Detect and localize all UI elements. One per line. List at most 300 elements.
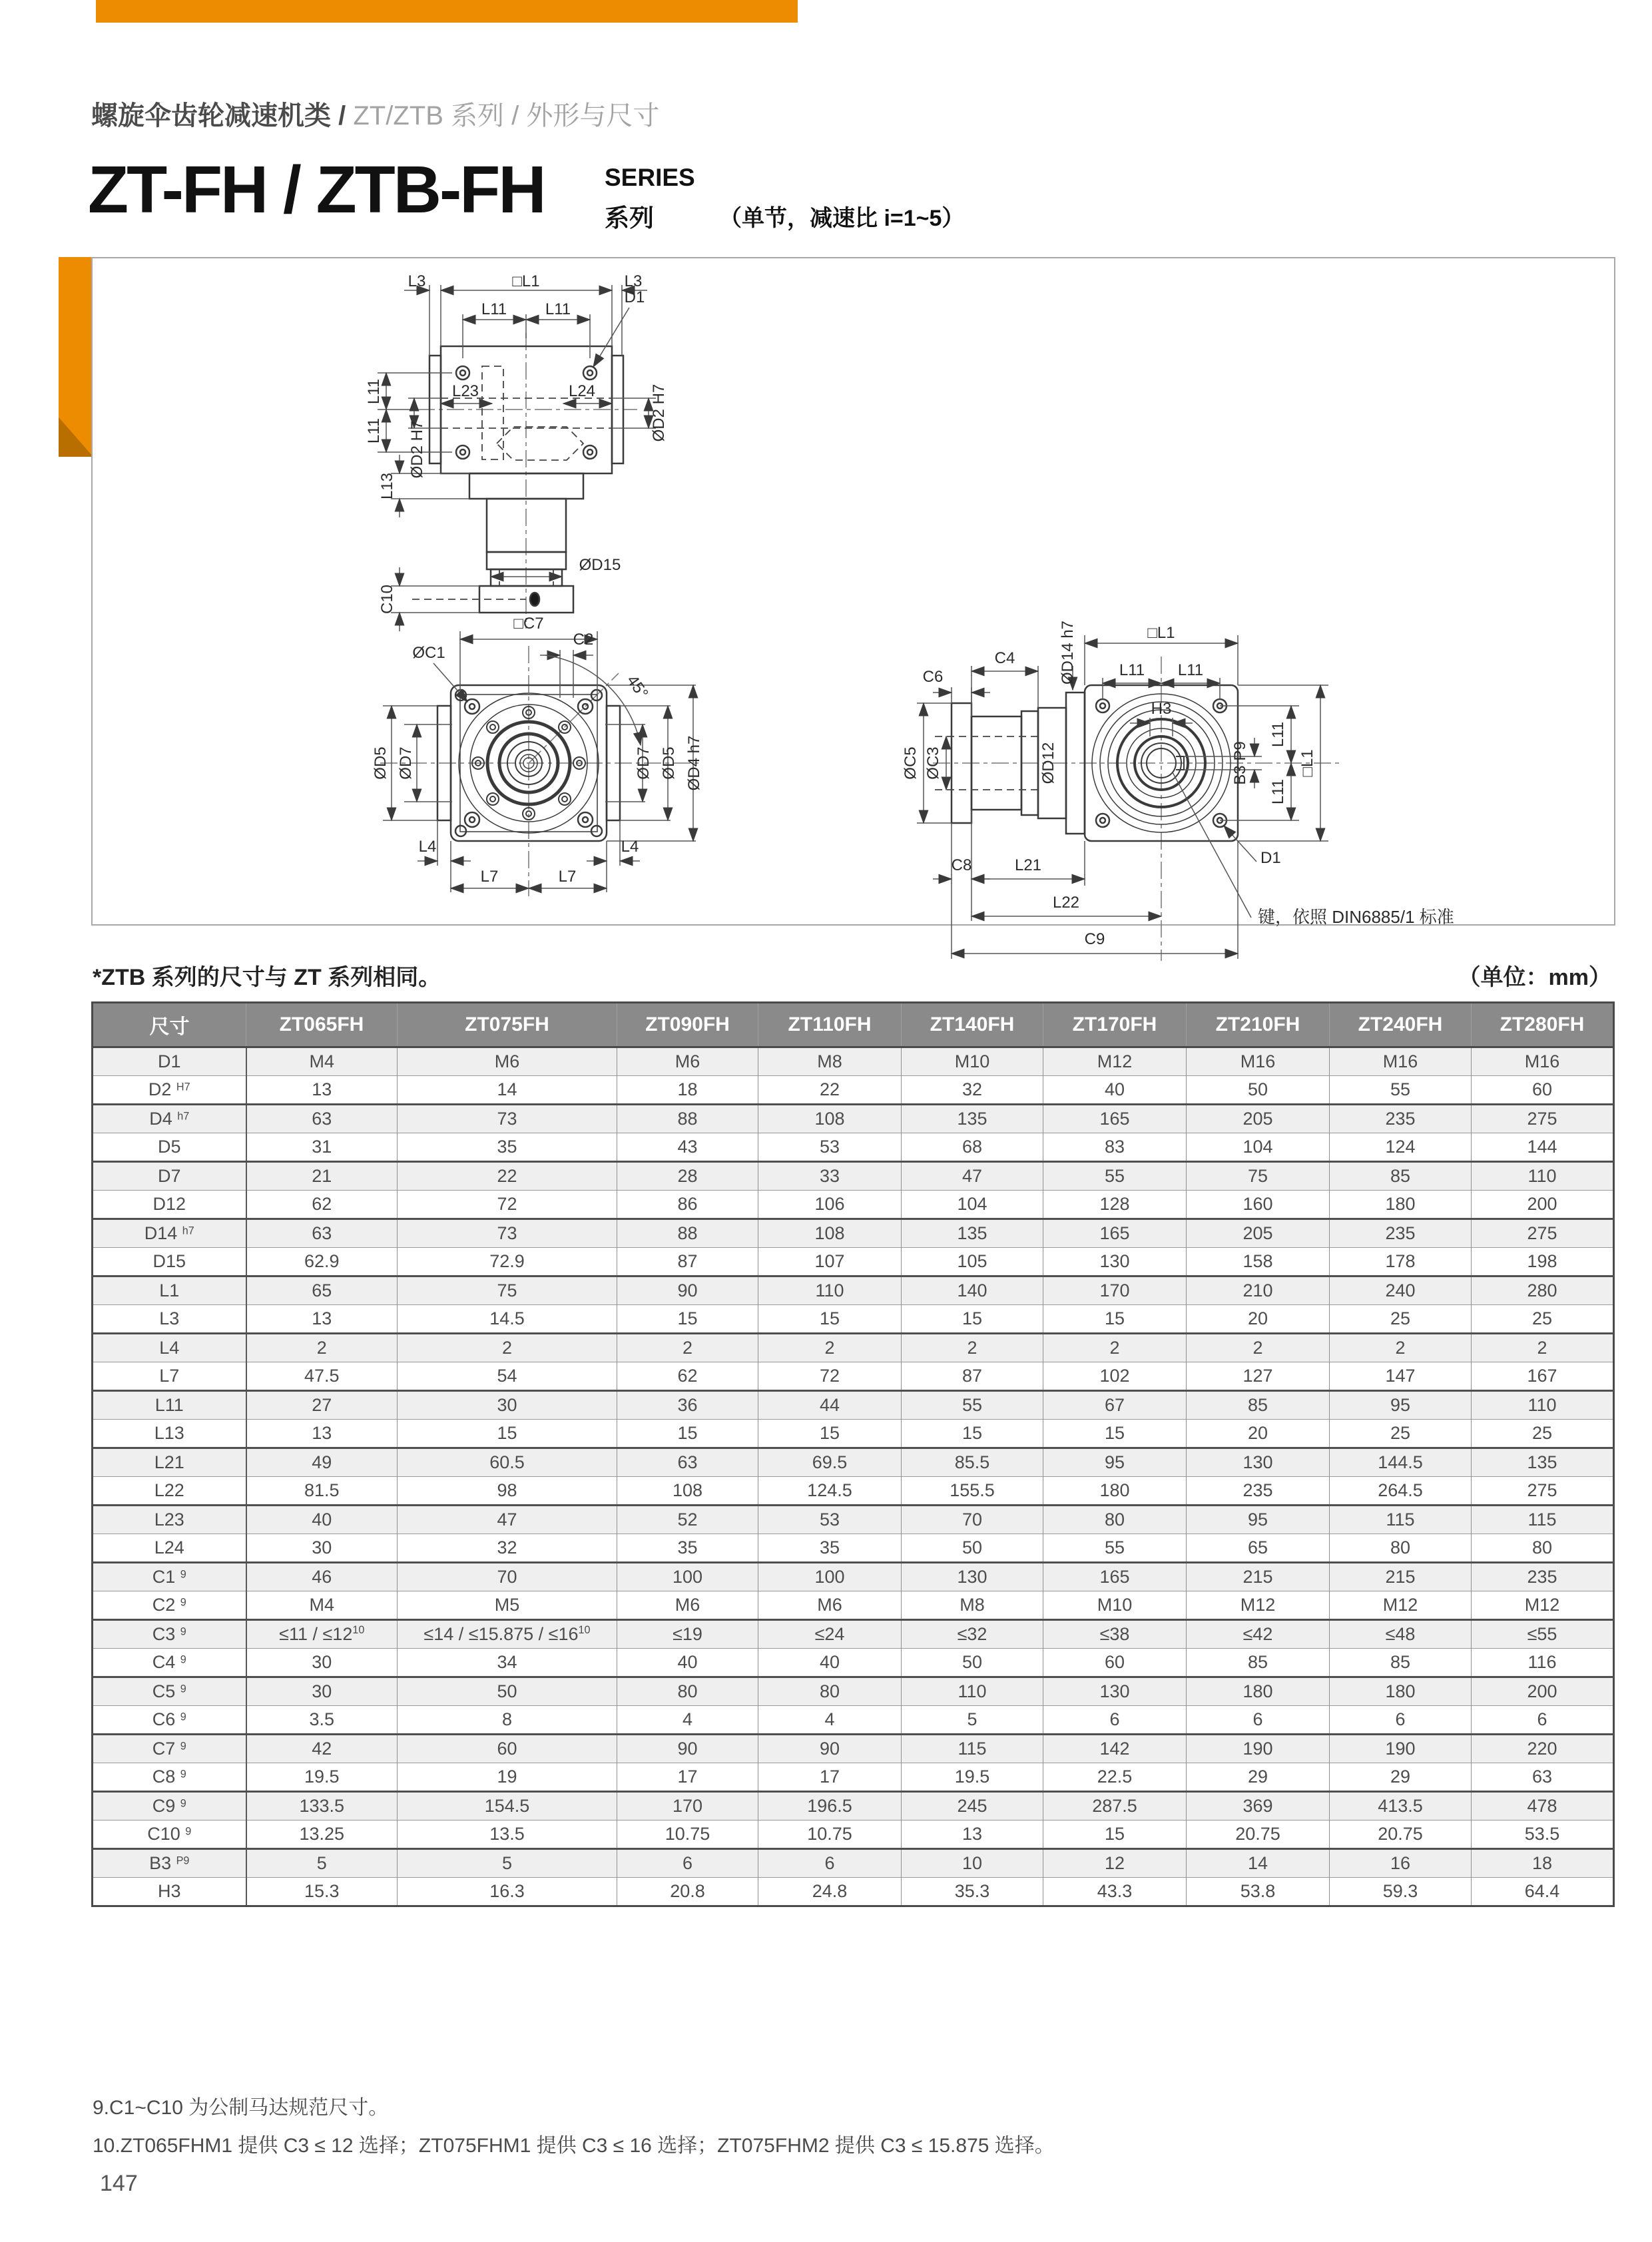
dimension-value-cell: 130 [902,1563,1043,1591]
dimension-label: L3 [408,272,426,290]
dimension-value-cell: 80 [1330,1534,1472,1563]
dimension-name-cell: L1 [159,1280,180,1300]
centerlines [380,333,1343,961]
dimension-value-cell: 10.75 [617,1821,758,1849]
dimension-value-cell: 155.5 [902,1477,1043,1506]
dimension-name-cell: H3 [157,1881,181,1901]
dimension-value-cell: 42 [246,1735,398,1763]
dimension-value-cell: 14 [398,1076,617,1105]
dimension-value-cell: 6 [1330,1706,1472,1735]
dimension-value-cell: 170 [617,1792,758,1821]
dimension-label: L24 [568,382,596,400]
dimension-value-cell: 35 [617,1534,758,1563]
dimension-value-cell: 2 [1472,1334,1614,1362]
dimension-label: L7 [558,868,577,886]
dimension-value-cell: 46 [246,1563,398,1591]
dimension-value-cell: 52 [617,1506,758,1534]
dimension-value-cell: M8 [758,1047,902,1076]
dimension-label: ØD4 h7 [685,735,703,791]
dimension-value-cell: 2 [246,1334,398,1362]
dimension-value-cell: 13.25 [246,1821,398,1849]
dimension-value-cell: 196.5 [758,1792,902,1821]
dimension-value-cell: 30 [246,1649,398,1677]
dimension-value-cell: 62.9 [246,1248,398,1276]
dimension-value-cell: 133.5 [246,1792,398,1821]
dimension-value-cell: 205 [1187,1105,1330,1133]
dimension-label: C4 [994,649,1015,667]
dimension-value-cell: 107 [758,1248,902,1276]
dimension-drawings [93,258,1614,948]
dimension-value-cell: 6 [758,1849,902,1878]
dimension-value-cell: 2 [1187,1334,1330,1362]
dimension-value-cell: 4 [617,1706,758,1735]
dimension-value-cell: ≤38 [1043,1620,1187,1649]
dimension-value-cell: 178 [1330,1248,1472,1276]
dimension-value-cell: 13 [246,1420,398,1448]
dimension-value-cell: 100 [758,1563,902,1591]
dimension-value-cell: M6 [617,1591,758,1620]
dimension-value-cell: 72 [398,1191,617,1219]
dimension-value-cell: 35 [758,1534,902,1563]
dimension-value-cell: 105 [902,1248,1043,1276]
dimension-value-cell: 62 [617,1362,758,1391]
dimension-value-cell: M16 [1472,1047,1614,1076]
dimension-label: ØD2 H7 [408,420,426,479]
dimension-name-cell: C6 $^9$ [152,1709,186,1729]
dimension-value-cell: 40 [758,1649,902,1677]
table-row [93,1420,1614,1448]
dimension-value-cell: 200 [1472,1191,1614,1219]
table-row [93,1677,1614,1706]
dimension-name-cell: L3 [159,1308,180,1328]
top-accent-bar [96,0,798,23]
dimension-value-cell: 110 [902,1677,1043,1706]
dimension-name-cell: D1 [157,1051,181,1071]
dimension-value-cell: 110 [758,1276,902,1305]
dimension-value-cell: 16.3 [398,1878,617,1906]
breadcrumb-section: ZT/ZTB 系列 / 外形与尺寸 [346,101,660,131]
dimension-value-cell: 43.3 [1043,1878,1187,1906]
dimension-value-cell: 165 [1043,1563,1187,1591]
dimension-name-cell: L22 [154,1480,184,1500]
dimension-value-cell: 50 [902,1649,1043,1677]
dimension-value-cell: 165 [1043,1219,1187,1248]
dimension-name-cell: C1 $^9$ [152,1567,186,1587]
dimension-value-cell: 25 [1472,1305,1614,1334]
dimension-value-cell: 108 [758,1219,902,1248]
dimension-value-cell: 235 [1472,1563,1614,1591]
table-column-header: ZT065FH [246,1003,398,1047]
page-title: ZT-FH / ZTB-FH [88,152,545,227]
dimension-value-cell: 72.9 [398,1248,617,1276]
dimension-value-cell: M12 [1187,1591,1330,1620]
dimension-name-cell: C8 $^9$ [152,1767,186,1787]
dimension-value-cell: 87 [902,1362,1043,1391]
dimension-value-cell: 142 [1043,1735,1187,1763]
dimension-value-cell: 85 [1187,1649,1330,1677]
breadcrumb-category: 螺旋伞齿轮减速机类 / [91,101,346,131]
dimension-value-cell: 10.75 [758,1821,902,1849]
dimension-value-cell: 25 [1330,1420,1472,1448]
dimension-value-cell: 130 [1043,1248,1187,1276]
table-column-header: ZT140FH [902,1003,1043,1047]
dimension-name-cell: L24 [154,1538,184,1557]
dimension-value-cell: 108 [617,1477,758,1506]
dimension-label: ØD2 H7 [650,384,668,442]
dimension-value-cell: 50 [902,1534,1043,1563]
dimension-name-cell: L23 [154,1510,184,1530]
dimension-label: L22 [1052,894,1080,912]
dimension-value-cell: 15 [617,1305,758,1334]
dimension-value-cell: 275 [1472,1105,1614,1133]
dimension-value-cell: 40 [617,1649,758,1677]
dimension-label: L21 [1014,856,1042,874]
dimension-value-cell: 6 [617,1849,758,1878]
dimension-value-cell: 2 [902,1334,1043,1362]
table-row [93,1105,1614,1133]
dimension-value-cell: 85.5 [902,1448,1043,1477]
dimension-label: L3 [624,272,643,290]
dimension-label: L11 [481,300,507,318]
dimension-value-cell: M4 [246,1047,398,1076]
dimension-value-cell: 198 [1472,1248,1614,1276]
table-row [93,1076,1614,1105]
dimension-value-cell: 10 [902,1849,1043,1878]
table-row [93,1334,1614,1362]
dimension-label: D1 [624,288,645,306]
dimension-value-cell: 35 [398,1133,617,1162]
dimension-value-cell: 170 [1043,1276,1187,1305]
dimension-value-cell: 275 [1472,1219,1614,1248]
dimension-value-cell: 167 [1472,1362,1614,1391]
dimension-value-cell: 40 [1043,1076,1187,1105]
dimension-value-cell: 5 [398,1849,617,1878]
dimension-value-cell: 32 [902,1076,1043,1105]
dimension-value-cell: 88 [617,1105,758,1133]
dimension-value-cell: 15 [902,1420,1043,1448]
dimension-name-cell: C3 $^9$ [152,1624,186,1644]
dimension-name-cell: L11 [154,1395,184,1415]
page-number: 147 [100,2171,138,2196]
dimension-label: L11 [365,378,383,405]
dimension-value-cell: 140 [902,1276,1043,1305]
dimension-value-cell: 68 [902,1133,1043,1162]
dimension-value-cell: 104 [902,1191,1043,1219]
table-row [93,1849,1614,1878]
dimension-value-cell: 2 [617,1334,758,1362]
dimension-value-cell: 40 [246,1506,398,1534]
dimension-value-cell: 47 [902,1162,1043,1191]
dimension-label: L7 [480,868,499,886]
dimension-value-cell: 30 [398,1391,617,1420]
dimension-value-cell: 13 [246,1305,398,1334]
dimension-value-cell: 50 [398,1677,617,1706]
dimension-name-cell: L4 [159,1338,180,1358]
dimension-value-cell: 240 [1330,1276,1472,1305]
dimension-value-cell: 15 [758,1305,902,1334]
table-row [93,1162,1614,1191]
dimension-value-cell: M4 [246,1591,398,1620]
dimension-value-cell: 115 [902,1735,1043,1763]
dimension-value-cell: 63 [246,1105,398,1133]
dimension-value-cell: 29 [1330,1763,1472,1792]
dimension-value-cell: 90 [617,1735,758,1763]
dimension-value-cell: 235 [1187,1477,1330,1506]
table-column-header: ZT170FH [1043,1003,1187,1047]
table-row [93,1534,1614,1563]
dimension-value-cell: 15 [758,1420,902,1448]
dimension-value-cell: 130 [1043,1677,1187,1706]
dimension-value-cell: 22 [398,1162,617,1191]
dimension-value-cell: M6 [758,1591,902,1620]
table-column-header: ZT075FH [398,1003,617,1047]
dimension-value-cell: M12 [1043,1047,1187,1076]
dimension-value-cell: ≤24 [758,1620,902,1649]
dimension-value-cell: 63 [617,1448,758,1477]
table-header-row [93,1003,1614,1047]
dimension-name-cell: C10 $^9$ [147,1824,192,1844]
dimension-value-cell: 75 [1187,1162,1330,1191]
dimension-value-cell: 17 [758,1763,902,1792]
dimension-value-cell: 67 [1043,1391,1187,1420]
breadcrumb [91,95,659,133]
dimension-value-cell: 190 [1187,1735,1330,1763]
dimension-label: L11 [365,418,383,444]
dimension-name-cell: C5 $^9$ [152,1681,186,1701]
table-row [93,1448,1614,1477]
dimension-value-cell: 30 [246,1677,398,1706]
dimension-value-cell: 5 [246,1849,398,1878]
table-row [93,1563,1614,1591]
dimension-value-cell: M12 [1330,1591,1472,1620]
dimension-label: L11 [1269,778,1287,805]
series-label-en: SERIES [605,164,695,191]
dimension-value-cell: 32 [398,1534,617,1563]
dimension-value-cell: 180 [1330,1677,1472,1706]
dimension-value-cell: ≤55 [1472,1620,1614,1649]
dimension-value-cell: 60.5 [398,1448,617,1477]
table-row [93,1735,1614,1763]
dimension-label: ØD5 [660,746,678,780]
dimension-value-cell: 19.5 [246,1763,398,1792]
dimension-value-cell: 20.8 [617,1878,758,1906]
table-row [93,1506,1614,1534]
technical-drawing-panel [91,257,1615,948]
dimension-value-cell: 106 [758,1191,902,1219]
dimension-value-cell: 19.5 [902,1763,1043,1792]
table-row [93,1649,1614,1677]
dimension-value-cell: 15 [1043,1821,1187,1849]
dimension-value-cell: 144 [1472,1133,1614,1162]
dimension-label: D1 [1260,849,1281,867]
dimension-value-cell: 205 [1187,1219,1330,1248]
dimension-value-cell: 2 [1330,1334,1472,1362]
dimension-label: L11 [545,300,571,318]
dimension-label: L11 [1177,661,1204,679]
dimension-label: ØD7 [635,746,653,780]
table-row [93,1391,1614,1420]
dimension-value-cell: ≤48 [1330,1620,1472,1649]
footnote-9: 9.C1~C10 为公制马达规范尺寸。 [93,2097,389,2119]
dimension-value-cell: 47.5 [246,1362,398,1391]
dimension-label: □L1 [512,272,540,290]
dimension-value-cell: 115 [1330,1506,1472,1534]
dimension-value-cell: 98 [398,1477,617,1506]
dimension-value-cell: 55 [1043,1162,1187,1191]
dimension-value-cell: 8 [398,1706,617,1735]
dimension-value-cell: 85 [1187,1391,1330,1420]
dimension-value-cell: 154.5 [398,1792,617,1821]
dimension-value-cell: 215 [1187,1563,1330,1591]
dimension-label: L11 [1269,721,1287,748]
dimension-value-cell: 130 [1187,1448,1330,1477]
dimension-value-cell: $\le 11 / \le 12^{10}$ [246,1620,398,1649]
dimension-value-cell: 280 [1472,1276,1614,1305]
dimension-label: L4 [418,838,437,856]
dimension-value-cell: 369 [1187,1792,1330,1821]
dimension-name-cell: L21 [154,1452,184,1472]
dimension-value-cell: 180 [1330,1191,1472,1219]
table-row [93,1878,1614,1906]
table-column-header: ZT240FH [1330,1003,1472,1047]
dimension-label: C8 [951,856,972,874]
dimension-value-cell: 69.5 [758,1448,902,1477]
dimension-table [91,1001,1615,1907]
dimension-value-cell: 21 [246,1162,398,1191]
dimension-value-cell: 15 [398,1420,617,1448]
dimension-value-cell: 100 [617,1563,758,1591]
dimension-value-cell: 14.5 [398,1305,617,1334]
dimension-label: ØD14 h7 [1059,620,1077,685]
dimension-value-cell: 190 [1330,1735,1472,1763]
dimension-value-cell: 27 [246,1391,398,1420]
dimension-value-cell: 80 [1472,1534,1614,1563]
dimension-value-cell: 5 [902,1706,1043,1735]
dimension-name-cell: C2 $^9$ [152,1595,186,1615]
table-row [93,1763,1614,1792]
dimension-value-cell: 158 [1187,1248,1330,1276]
dimension-label: 键，依照 DIN6885/1 标准 [1258,907,1454,927]
dimension-value-cell: 73 [398,1219,617,1248]
dimension-value-cell: 235 [1330,1219,1472,1248]
table-row [93,1792,1614,1821]
dimension-name-cell: C7 $^9$ [152,1739,186,1759]
table-row [93,1219,1614,1248]
dimension-value-cell: 18 [1472,1849,1614,1878]
dimension-value-cell: 53.8 [1187,1878,1330,1906]
dimension-value-cell: 478 [1472,1792,1614,1821]
dimension-value-cell: M8 [902,1591,1043,1620]
dimension-value-cell: 70 [398,1563,617,1591]
dimension-value-cell: 180 [1187,1677,1330,1706]
dimension-value-cell: 124.5 [758,1477,902,1506]
dimension-value-cell: 81.5 [246,1477,398,1506]
dimension-value-cell: 18 [617,1076,758,1105]
dimension-value-cell: 13 [246,1076,398,1105]
dimension-value-cell: 65 [246,1276,398,1305]
dimension-value-cell: 104 [1187,1133,1330,1162]
table-row [93,1191,1614,1219]
dimension-label: B3 P9 [1231,741,1249,785]
dimension-label: ØD12 [1039,742,1057,784]
dimension-value-cell: 90 [617,1276,758,1305]
dimension-value-cell: 110 [1472,1391,1614,1420]
dimension-value-cell: 116 [1472,1649,1614,1677]
dimension-value-cell: 30 [246,1534,398,1563]
dimension-label: ØC3 [924,746,942,780]
table-row [93,1591,1614,1620]
dimension-value-cell: 115 [1472,1506,1614,1534]
dimension-value-cell: 6 [1472,1706,1614,1735]
dimension-value-cell: 80 [1043,1506,1187,1534]
dimension-value-cell: M6 [617,1047,758,1076]
dimension-value-cell: 49 [246,1448,398,1477]
dimension-name-cell: L13 [154,1423,184,1443]
dimension-label: C2 [573,631,594,649]
dimension-value-cell: 47 [398,1506,617,1534]
dimension-value-cell: 50 [1187,1076,1330,1105]
dimension-value-cell: 25 [1330,1305,1472,1334]
unit-note: （单位：mm） [1458,965,1611,990]
table-column-header: ZT210FH [1187,1003,1330,1047]
dimension-value-cell: 34 [398,1649,617,1677]
table-row [93,1362,1614,1391]
dimension-name-cell: C4 $^9$ [152,1652,186,1672]
dimension-value-cell: 135 [902,1219,1043,1248]
dimension-value-cell: M16 [1187,1047,1330,1076]
dimension-value-cell: 72 [758,1362,902,1391]
dimension-value-cell: 63 [246,1219,398,1248]
dimension-name-cell: D15 [152,1251,186,1271]
dimension-value-cell: 235 [1330,1105,1472,1133]
dimension-value-cell: 264.5 [1330,1477,1472,1506]
table-row [93,1477,1614,1506]
dimension-value-cell: 15 [617,1420,758,1448]
dimension-label: C10 [378,584,396,615]
dimension-value-cell: M10 [902,1047,1043,1076]
dimension-value-cell: 2 [1043,1334,1187,1362]
dimension-value-cell: 17 [617,1763,758,1792]
dimension-value-cell: 20.75 [1187,1821,1330,1849]
dimension-value-cell: 60 [1472,1076,1614,1105]
dimension-name-cell: B3 $^{P9}$ [149,1853,190,1873]
dimension-value-cell: 108 [758,1105,902,1133]
dimension-value-cell: 13 [902,1821,1043,1849]
dimension-value-cell: 2 [398,1334,617,1362]
dimension-value-cell: 160 [1187,1191,1330,1219]
dimension-value-cell: 36 [617,1391,758,1420]
dimension-value-cell: 24.8 [758,1878,902,1906]
dimension-value-cell: 14 [1187,1849,1330,1878]
dimension-value-cell: ≤19 [617,1620,758,1649]
dimension-value-cell: 20 [1187,1420,1330,1448]
dimension-value-cell: 4 [758,1706,902,1735]
dimension-value-cell: 60 [1043,1649,1187,1677]
dimension-value-cell: 220 [1472,1735,1614,1763]
dimension-value-cell: 33 [758,1162,902,1191]
dimension-value-cell: 128 [1043,1191,1187,1219]
dimension-value-cell: 215 [1330,1563,1472,1591]
dimension-value-cell: 20.75 [1330,1821,1472,1849]
dimension-value-cell: 53 [758,1506,902,1534]
dimension-value-cell: 210 [1187,1276,1330,1305]
dimension-value-cell: 85 [1330,1162,1472,1191]
dimension-value-cell: 15 [1043,1420,1187,1448]
dimension-value-cell: 413.5 [1330,1792,1472,1821]
dimension-value-cell: 287.5 [1043,1792,1187,1821]
dimension-value-cell: 87 [617,1248,758,1276]
dimension-value-cell: 95 [1330,1391,1472,1420]
